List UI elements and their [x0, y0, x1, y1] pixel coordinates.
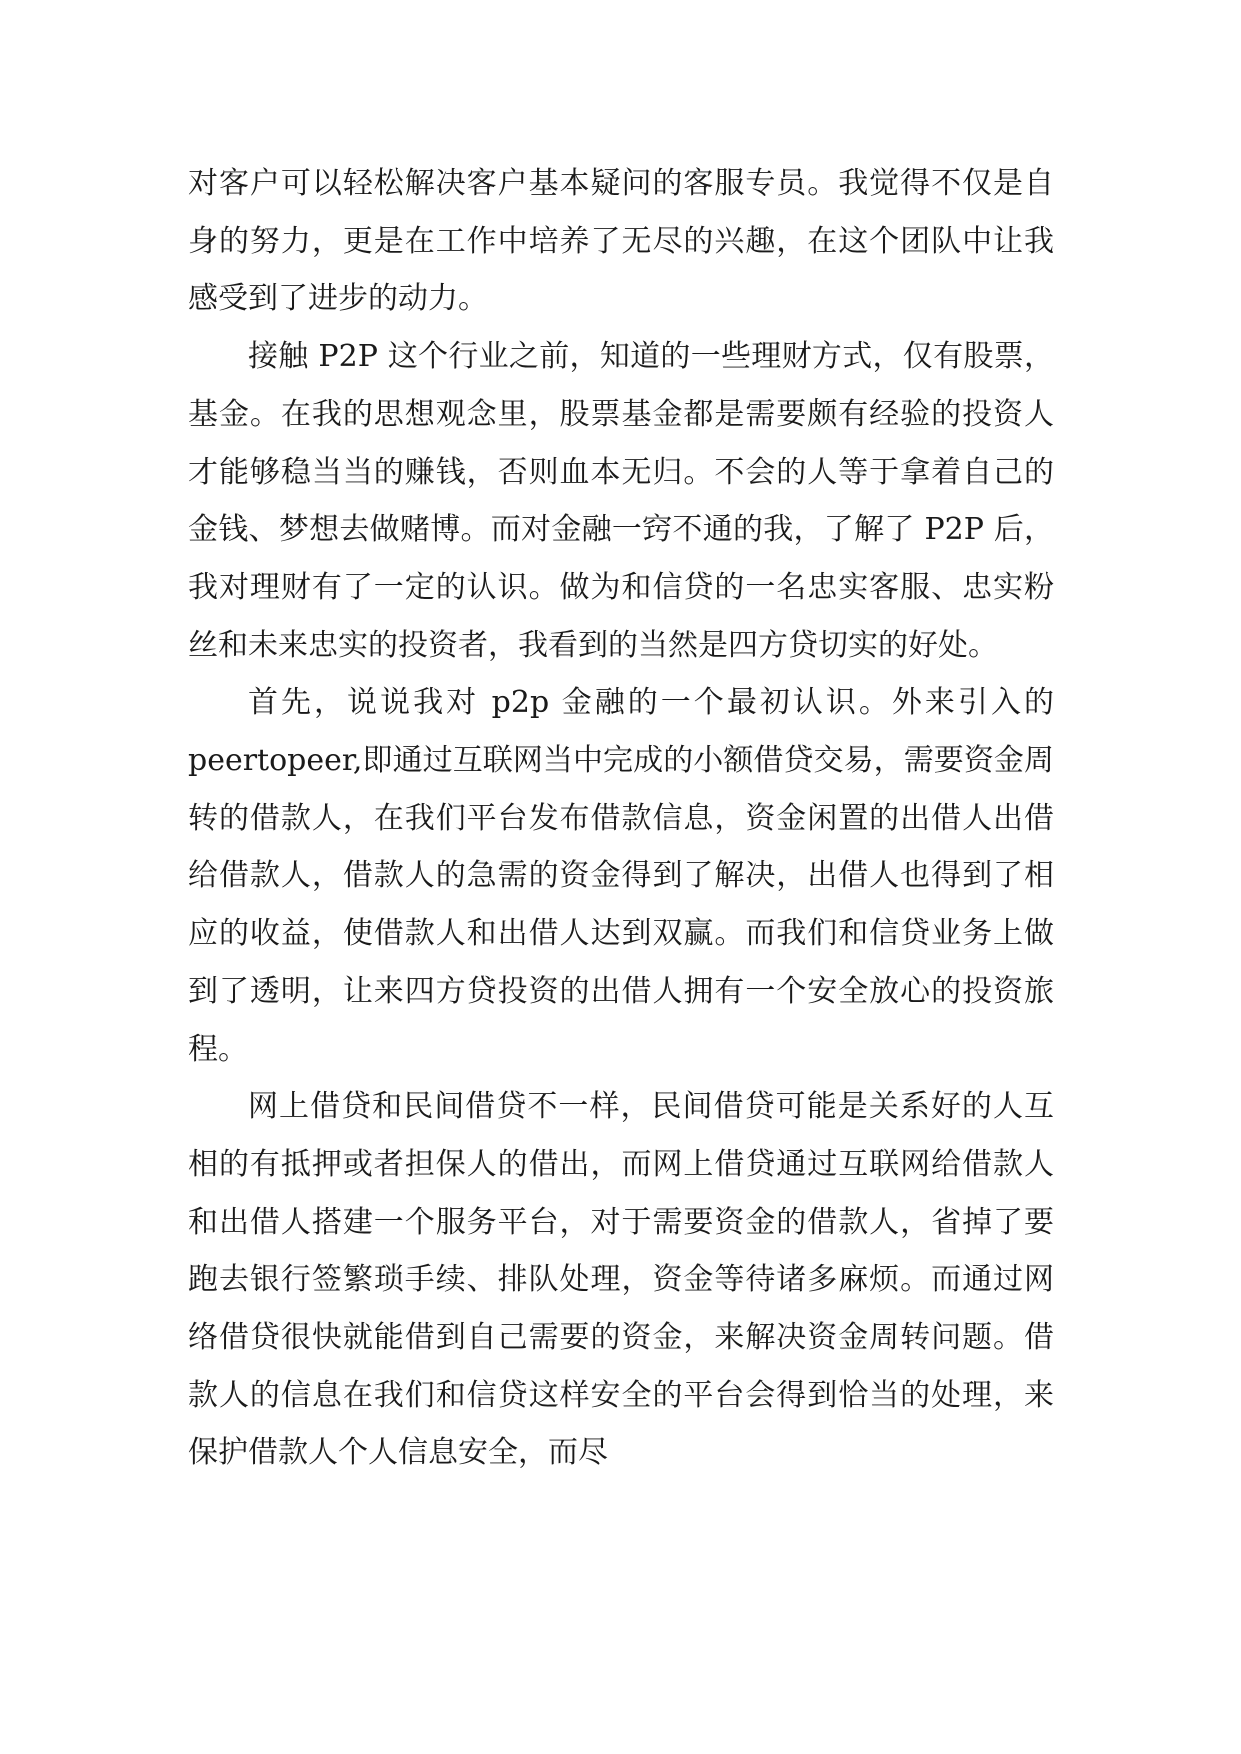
paragraph-online-vs-private-lending: 网上借贷和民间借贷不一样，民间借贷可能是关系好的人互相的有抵押或者担保人的借出，而网上借贷通过互联网给借款人和出借人搭建一个服务平台，对于需要资金的借款人，省掉了要跑去银行签繁琐手续、排队处理，资金等待诸多麻烦。而通过网络借贷很快就能借到自己需要的资金，来解决资金周转问题。借款人的信息在我们和信贷这样安全的平台会得到恰当的处理，来保护借款人个人信息安全，而尽	[188, 1089, 1054, 1471]
paragraph-p2p-intro: 接触 P2P 这个行业之前，知道的一些理财方式，仅有股票，基金。在我的思想观念里，股票基金都是需要颇有经验的投资人才能够稳当当的赚钱，否则血本无归。不会的人等于拿着自己的金钱、梦想去做赌博。而对金融一窍不通的我，了解了 P2P 后，我对理财有了一定的认识。做为和信贷的一名忠实客服、忠实粉丝和未来忠实的投资者，我看到的当然是四方贷切实的好处。	[188, 339, 1054, 663]
paragraph-p2p-definition: 首先，说说我对 p2p 金融的一个最初认识。外来引入的 peertopeer,即通过互联网当中完成的小额借贷交易，需要资金周转的借款人，在我们平台发布借款信息，资金闲置的出借人出借给借款人，借款人的急需的资金得到了解决，出借人也得到了相应的收益，使借款人和出借人达到双赢。而我们和信贷业务上做到了透明，让来四方贷投资的出借人拥有一个安全放心的投资旅程。	[188, 685, 1054, 1067]
document-body	[188, 155, 1054, 1482]
paragraph-continuation: 对客户可以轻松解决客户基本疑问的客服专员。我觉得不仅是自身的努力，更是在工作中培养了无尽的兴趣，在这个团队中让我感受到了进步的动力。	[188, 166, 1054, 317]
